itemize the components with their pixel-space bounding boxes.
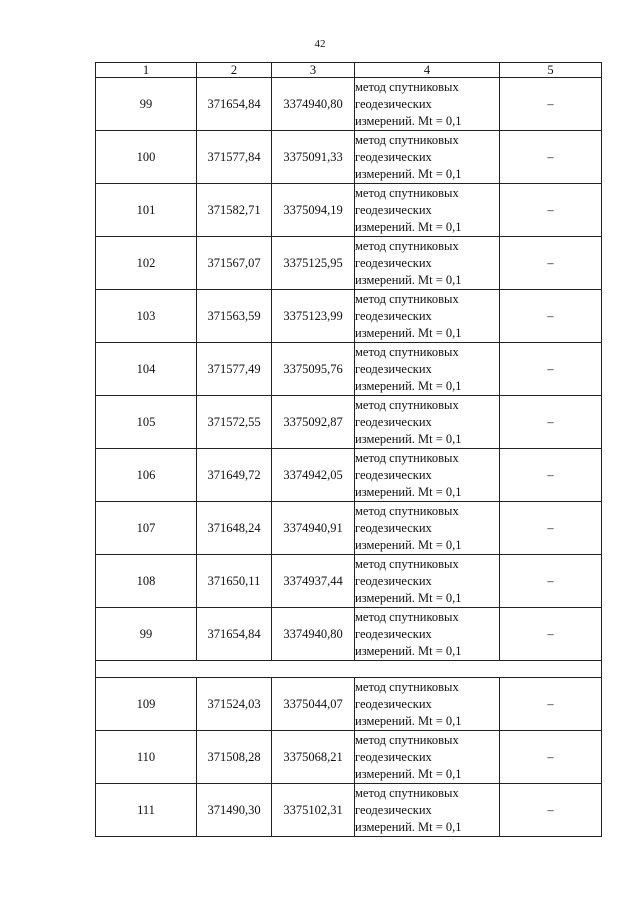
method-cell: метод спутниковых геодезических измерений. Mt = 0,1	[355, 237, 500, 290]
method-cell: метод спутниковых геодезических измерений. Mt = 0,1	[355, 131, 500, 184]
point-number-cell: 110	[96, 731, 197, 784]
table-row	[96, 502, 602, 555]
coordinate-y-cell: 3374940,80	[272, 608, 355, 661]
method-cell: метод спутниковых геодезических измерений. Mt = 0,1	[355, 784, 500, 837]
note-cell: –	[500, 237, 602, 290]
table-row	[96, 396, 602, 449]
point-number-cell: 111	[96, 784, 197, 837]
coordinate-x-cell: 371563,59	[197, 290, 272, 343]
table-header-row	[96, 63, 602, 78]
coordinate-x-cell: 371582,71	[197, 184, 272, 237]
note-cell: –	[500, 555, 602, 608]
table-row	[96, 78, 602, 131]
coordinate-y-cell: 3374940,80	[272, 78, 355, 131]
group-separator-cell	[96, 661, 602, 678]
table-row	[96, 731, 602, 784]
point-number-cell: 107	[96, 502, 197, 555]
table-row	[96, 449, 602, 502]
coordinate-x-cell: 371649,72	[197, 449, 272, 502]
note-cell: –	[500, 449, 602, 502]
coordinate-x-cell: 371577,84	[197, 131, 272, 184]
coordinate-y-cell: 3375102,31	[272, 784, 355, 837]
table-row	[96, 131, 602, 184]
coordinate-y-cell: 3375068,21	[272, 731, 355, 784]
header-col-1: 1	[96, 63, 197, 78]
note-cell: –	[500, 290, 602, 343]
coordinate-y-cell: 3375125,95	[272, 237, 355, 290]
point-number-cell: 109	[96, 678, 197, 731]
coordinate-x-cell: 371650,11	[197, 555, 272, 608]
note-cell: –	[500, 343, 602, 396]
page-number: 42	[314, 38, 326, 50]
table-row	[96, 678, 602, 731]
method-cell: метод спутниковых геодезических измерений. Mt = 0,1	[355, 555, 500, 608]
point-number-cell: 99	[96, 78, 197, 131]
group-separator-row	[96, 661, 602, 678]
coordinate-x-cell: 371648,24	[197, 502, 272, 555]
note-cell: –	[500, 78, 602, 131]
note-cell: –	[500, 396, 602, 449]
coordinate-y-cell: 3375123,99	[272, 290, 355, 343]
header-col-5: 5	[500, 63, 602, 78]
coordinate-y-cell: 3374940,91	[272, 502, 355, 555]
coordinate-x-cell: 371654,84	[197, 78, 272, 131]
note-cell: –	[500, 131, 602, 184]
point-number-cell: 108	[96, 555, 197, 608]
method-cell: метод спутниковых геодезических измерений. Mt = 0,1	[355, 78, 500, 131]
point-number-cell: 101	[96, 184, 197, 237]
method-cell: метод спутниковых геодезических измерений. Mt = 0,1	[355, 290, 500, 343]
method-cell: метод спутниковых геодезических измерений. Mt = 0,1	[355, 731, 500, 784]
coordinates-table-body	[96, 63, 602, 837]
table-row	[96, 343, 602, 396]
point-number-cell: 104	[96, 343, 197, 396]
method-cell: метод спутниковых геодезических измерений. Mt = 0,1	[355, 678, 500, 731]
coordinate-x-cell: 371654,84	[197, 608, 272, 661]
note-cell: –	[500, 608, 602, 661]
method-cell: метод спутниковых геодезических измерений. Mt = 0,1	[355, 449, 500, 502]
coordinate-y-cell: 3375094,19	[272, 184, 355, 237]
coordinates-table	[95, 62, 602, 837]
note-cell: –	[500, 678, 602, 731]
coordinate-y-cell: 3374942,05	[272, 449, 355, 502]
coordinate-x-cell: 371577,49	[197, 343, 272, 396]
note-cell: –	[500, 502, 602, 555]
coordinate-y-cell: 3375092,87	[272, 396, 355, 449]
method-cell: метод спутниковых геодезических измерений. Mt = 0,1	[355, 502, 500, 555]
point-number-cell: 100	[96, 131, 197, 184]
point-number-cell: 106	[96, 449, 197, 502]
note-cell: –	[500, 784, 602, 837]
point-number-cell: 103	[96, 290, 197, 343]
table-row	[96, 184, 602, 237]
table-row	[96, 784, 602, 837]
header-col-3: 3	[272, 63, 355, 78]
table-row	[96, 555, 602, 608]
coordinate-x-cell: 371572,55	[197, 396, 272, 449]
note-cell: –	[500, 184, 602, 237]
table-row	[96, 237, 602, 290]
coordinate-x-cell: 371524,03	[197, 678, 272, 731]
coordinate-y-cell: 3375091,33	[272, 131, 355, 184]
coordinate-x-cell: 371490,30	[197, 784, 272, 837]
header-col-2: 2	[197, 63, 272, 78]
point-number-cell: 99	[96, 608, 197, 661]
method-cell: метод спутниковых геодезических измерений. Mt = 0,1	[355, 343, 500, 396]
method-cell: метод спутниковых геодезических измерений. Mt = 0,1	[355, 396, 500, 449]
table-row	[96, 608, 602, 661]
header-col-4: 4	[355, 63, 500, 78]
coordinate-x-cell: 371508,28	[197, 731, 272, 784]
coordinate-y-cell: 3374937,44	[272, 555, 355, 608]
coordinate-y-cell: 3375044,07	[272, 678, 355, 731]
point-number-cell: 102	[96, 237, 197, 290]
method-cell: метод спутниковых геодезических измерений. Mt = 0,1	[355, 608, 500, 661]
coordinate-y-cell: 3375095,76	[272, 343, 355, 396]
note-cell: –	[500, 731, 602, 784]
method-cell: метод спутниковых геодезических измерений. Mt = 0,1	[355, 184, 500, 237]
point-number-cell: 105	[96, 396, 197, 449]
coordinate-x-cell: 371567,07	[197, 237, 272, 290]
table-row	[96, 290, 602, 343]
